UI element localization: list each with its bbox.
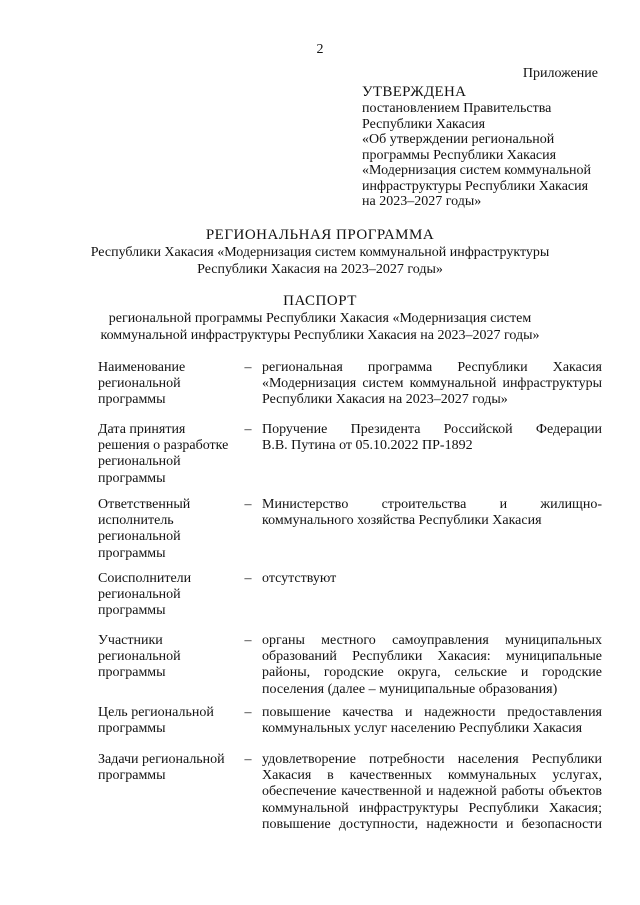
row-value-line: повышение качества и надежности предоставления [262,705,602,720]
row-dash: – [244,752,252,767]
program-subtitle-line: Республики Хакасия «Модернизация систем коммунальной инфраструктуры [90,245,550,260]
passport-row [98,422,602,487]
row-value-line: отсутствуют [262,571,337,586]
row-value-line: коммунальной инфраструктуры Республики Хакасия; [262,800,602,816]
row-dash: – [244,571,252,586]
row-label-line: программы [98,603,166,619]
row-label-line: Соисполнители [98,571,192,586]
passport-row [98,705,602,737]
row-label-line: программы [98,545,166,561]
row-dash: – [244,360,252,375]
row-value [262,360,602,409]
row-label-line: программы [98,665,166,681]
row-label-line: региональной [98,454,181,470]
passport-subtitle-line: региональной программы Республики Хакасия «Модернизация систем [108,311,532,326]
row-label-line: Дата принятия [98,422,186,437]
approval-line: на 2023–2027 годы» [362,194,482,209]
page-number: 2 [316,42,324,57]
approval-title: УТВЕРЖДЕНА [362,84,467,100]
row-label [98,422,234,487]
row-label [98,633,234,698]
row-value-line: Министерство строительства и жилищно- [262,497,602,512]
approval-line: «Об утверждении региональной [362,132,555,147]
row-dash: – [244,422,252,437]
row-value-line: В.В. Путина от 05.10.2022 ПР-1892 [262,438,473,454]
passport-subtitle-line: коммунальной инфраструктуры Республики Хакасия на 2023–2027 годы» [100,328,540,343]
row-label-line: региональной [98,529,181,545]
appendix-label: Приложение [522,66,598,81]
row-label-line: программы [98,721,166,737]
row-value-line: региональная программа Республики Хакасия [262,360,602,375]
row-value-line: районы, городские округа, сельские и городские [262,665,602,681]
program-subtitle-line: Республики Хакасия на 2023–2027 годы» [197,262,443,277]
row-value-line: обеспечение качественной и надежной работы объектов [262,784,602,800]
row-dash: – [244,497,252,512]
row-value [262,422,602,487]
program-title: РЕГИОНАЛЬНАЯ ПРОГРАММА [205,227,435,243]
row-value-line: Поручение Президента Российской Федерации [262,422,602,437]
row-label-line: Наименование [98,360,186,375]
row-value [262,705,602,737]
approval-line: постановлением Правительства [362,101,552,116]
row-value [262,752,602,833]
approval-line: программы Республики Хакасия [362,147,557,163]
row-label-line: Цель региональной [98,705,214,720]
row-label-line: региональной [98,376,181,392]
row-value [262,497,602,562]
row-value-line: коммунального хозяйства Республики Хакасия [262,513,542,529]
row-label-line: Участники [98,633,163,648]
passport-row [98,633,602,698]
row-dash: – [244,705,252,720]
row-value-line: поселения (далее – муниципальные образования) [262,681,558,697]
row-label-line: программы [98,470,166,486]
row-value-line: коммунальных услуг населению Республики Хакасия [262,721,583,737]
passport-title: ПАСПОРТ [283,293,357,309]
row-label [98,497,234,562]
row-label [98,752,234,833]
passport-row [98,497,602,562]
row-value [262,571,602,620]
approval-block [362,84,612,210]
row-value-line: удовлетворение потребности населения Республики [262,752,602,767]
row-value-line: «Модернизация систем коммунальной инфраструктуры [262,376,602,392]
approval-line: Республики Хакасия [362,116,486,132]
row-label [98,571,234,620]
row-label [98,705,234,737]
row-value-line: образований Республики Хакасия: муниципальные [262,649,602,665]
passport-row [98,571,602,620]
row-label-line: региональной [98,649,181,665]
passport-row [98,360,602,409]
row-label-line: решения о разработке [98,438,229,454]
row-label-line: Ответственный [98,497,191,512]
passport-row [98,752,602,833]
approval-line: инфраструктуры Республики Хакасия [362,178,589,194]
row-value-line: Республики Хакасия на 2023–2027 годы» [262,392,508,408]
row-value-line: Хакасия в качественных коммунальных услугах, [262,768,602,784]
row-label-line: Задачи региональной [98,752,225,767]
row-label-line: региональной [98,587,181,603]
row-value-line: повышение доступности, надежности и безопасности [262,816,602,832]
row-label-line: программы [98,392,166,408]
approval-line: «Модернизация систем коммунальной [362,163,592,178]
passport-heading [0,292,640,344]
row-dash: – [244,633,252,648]
program-heading [0,226,640,278]
row-value-line: органы местного самоуправления муниципальных [262,633,602,648]
row-label-line: исполнитель [98,513,174,529]
row-value [262,633,602,698]
row-label-line: программы [98,768,166,784]
row-label [98,360,234,409]
